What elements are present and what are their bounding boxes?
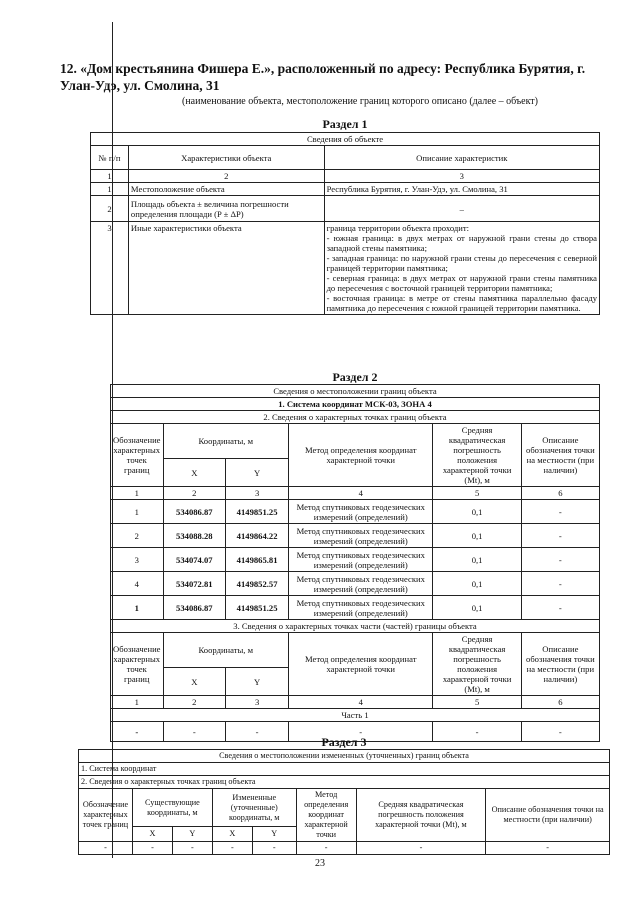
empty-cell: - [132,842,172,855]
column-index: 2 [163,487,226,500]
empty-cell: - [433,722,521,742]
table-row [91,183,600,196]
point-id: 2 [111,524,164,548]
subsection-title: 3. Сведения о характерных точках части (частей) границы объекта [111,620,600,633]
column-header: Измененные (уточненные) координаты, м [212,789,296,827]
coord-x: 534072.81 [163,572,226,596]
heading-note: (наименование объекта, местоположение границ которого описано (далее – объект) [181,96,539,107]
column-index: 1 [91,170,129,183]
table-row [111,548,600,572]
column-index: 2 [163,696,226,709]
empty-cell: - [252,842,296,855]
empty-cell: - [289,722,433,742]
empty-cell: - [212,842,252,855]
characteristic: Площадь объекта ± величина погрешности определения площади (P ± ΔP) [128,196,324,222]
empty-cell: - [296,842,356,855]
coord-y: 4149851.25 [226,500,289,524]
column-index: 6 [521,487,599,500]
column-header: X [212,827,252,842]
point-description: - [521,596,599,620]
column-header: Обозначение характерных точек границ [111,424,164,487]
section-1-table [90,132,600,315]
point-id: 1 [111,596,164,620]
coord-y: 4149865.81 [226,548,289,572]
column-header: Характеристики объекта [128,146,324,170]
column-index: 5 [433,696,521,709]
column-header: X [163,668,226,696]
part-label: Часть 1 [111,709,600,722]
column-header: Обозначение характерных точек границ [79,789,133,842]
column-header: Существующие координаты, м [132,789,212,827]
row-number: 3 [91,222,129,315]
column-header: № п/п [91,146,129,170]
column-index: 2 [128,170,324,183]
column-header: Метод определения координат характерной точки [289,633,433,696]
column-index: 1 [111,487,164,500]
column-header: Обозначение характерных точек границ [111,633,164,696]
method: Метод спутниковых геодезических измерений (определений) [289,500,433,524]
empty-cell: - [79,842,133,855]
subsection-title: 2. Сведения о характерных точках границ объекта [111,411,600,424]
table-row [111,572,600,596]
point-description: - [521,524,599,548]
empty-cell: - [226,722,289,742]
characteristic: Местоположение объекта [128,183,324,196]
column-header: Средняя квадратическая погрешность положения характерной точки (Mt), м [356,789,486,842]
table-caption: Сведения о местоположении измененных (уточненных) границ объекта [79,750,610,763]
column-header: Средняя квадратическая погрешность положения характерной точки (Mt), м [433,424,521,487]
section-2-table [110,384,600,742]
page-number: 23 [315,858,325,869]
point-description: - [521,572,599,596]
coord-y: 4149851.25 [226,596,289,620]
row-number: 1 [91,183,129,196]
point-id: 1 [111,500,164,524]
subsection-title: 2. Сведения о характерных точках границ объекта [79,776,610,789]
table-row [91,196,600,222]
column-index: 4 [289,487,433,500]
column-index: 4 [289,696,433,709]
column-index: 1 [111,696,164,709]
table-row [111,596,600,620]
description: граница территории объекта проходит: - южная граница: в двух метрах от наружной грани стены до створа западной стены памятника; - западная граница: по наружной грани стены до пересечения с северной границей территории памятника; - северная граница: в двух метрах от наружной грани стены памятника до пересечения с восточной границей территории памятника; - восточная граница: в метре от стены памятника параллельно фасаду памятника до пересечения с южной границей территории памятника. [324,222,599,315]
error: 0,1 [433,548,521,572]
description: – [324,196,599,222]
method: Метод спутниковых геодезических измерений (определений) [289,572,433,596]
point-id: 3 [111,548,164,572]
column-header: Координаты, м [163,633,289,668]
section-3-table [78,749,610,855]
empty-cell: - [172,842,212,855]
column-header: X [163,459,226,487]
column-header: Описание характеристик [324,146,599,170]
column-index: 3 [324,170,599,183]
column-index: 5 [433,487,521,500]
coord-y: 4149864.22 [226,524,289,548]
object-heading: 12. «Дом крестьянина Фишера Е.», расположенный по адресу: Республика Бурятия, г. Улан-Удэ, ул. Смолина, 31 [60,61,586,93]
error: 0,1 [433,572,521,596]
empty-cell: - [521,722,599,742]
column-header: Y [226,668,289,696]
point-description: - [521,548,599,572]
error: 0,1 [433,500,521,524]
column-index: 6 [521,696,599,709]
table-caption: Сведения об объекте [91,133,600,146]
empty-cell: - [356,842,486,855]
point-id: 4 [111,572,164,596]
table-row [111,500,600,524]
coord-x: 534086.87 [163,596,226,620]
description: Республика Бурятия, г. Улан-Удэ, ул. Смолина, 31 [324,183,599,196]
coord-y: 4149852.57 [226,572,289,596]
table-row [111,524,600,548]
section-2-title: Раздел 2 [332,370,378,384]
coordinate-system: 1. Система координат МСК-03, ЗОНА 4 [111,398,600,411]
section-1-title: Раздел 1 [322,117,368,131]
column-header: Описание обозначения точки на местности (при наличии) [486,789,610,842]
coordinate-system: 1. Система координат [79,763,610,776]
empty-cell: - [163,722,226,742]
method: Метод спутниковых геодезических измерений (определений) [289,548,433,572]
error: 0,1 [433,524,521,548]
method: Метод спутниковых геодезических измерений (определений) [289,524,433,548]
error: 0,1 [433,596,521,620]
column-index: 3 [226,696,289,709]
characteristic: Иные характеристики объекта [128,222,324,315]
column-header: X [132,827,172,842]
column-header: Средняя квадратическая погрешность положения характерной точки (Mt), м [433,633,521,696]
column-header: Метод определения координат характерной точки [289,424,433,487]
column-header: Координаты, м [163,424,289,459]
column-header: Y [172,827,212,842]
empty-cell: - [111,722,164,742]
method: Метод спутниковых геодезических измерений (определений) [289,596,433,620]
table-row [91,222,600,315]
column-header: Описание обозначения точки на местности (при наличии) [521,633,599,696]
coord-x: 534086.87 [163,500,226,524]
column-header: Y [226,459,289,487]
coord-x: 534074.07 [163,548,226,572]
column-header: Y [252,827,296,842]
table-row [79,842,610,855]
table-caption: Сведения о местоположении границ объекта [111,385,600,398]
row-number: 2 [91,196,129,222]
column-index: 3 [226,487,289,500]
section-3-title: Раздел 3 [321,735,367,749]
column-header: Описание обозначения точки на местности (при наличии) [521,424,599,487]
coord-x: 534088.28 [163,524,226,548]
column-header: Метод определения координат характерной точки [296,789,356,842]
point-description: - [521,500,599,524]
empty-cell: - [486,842,610,855]
